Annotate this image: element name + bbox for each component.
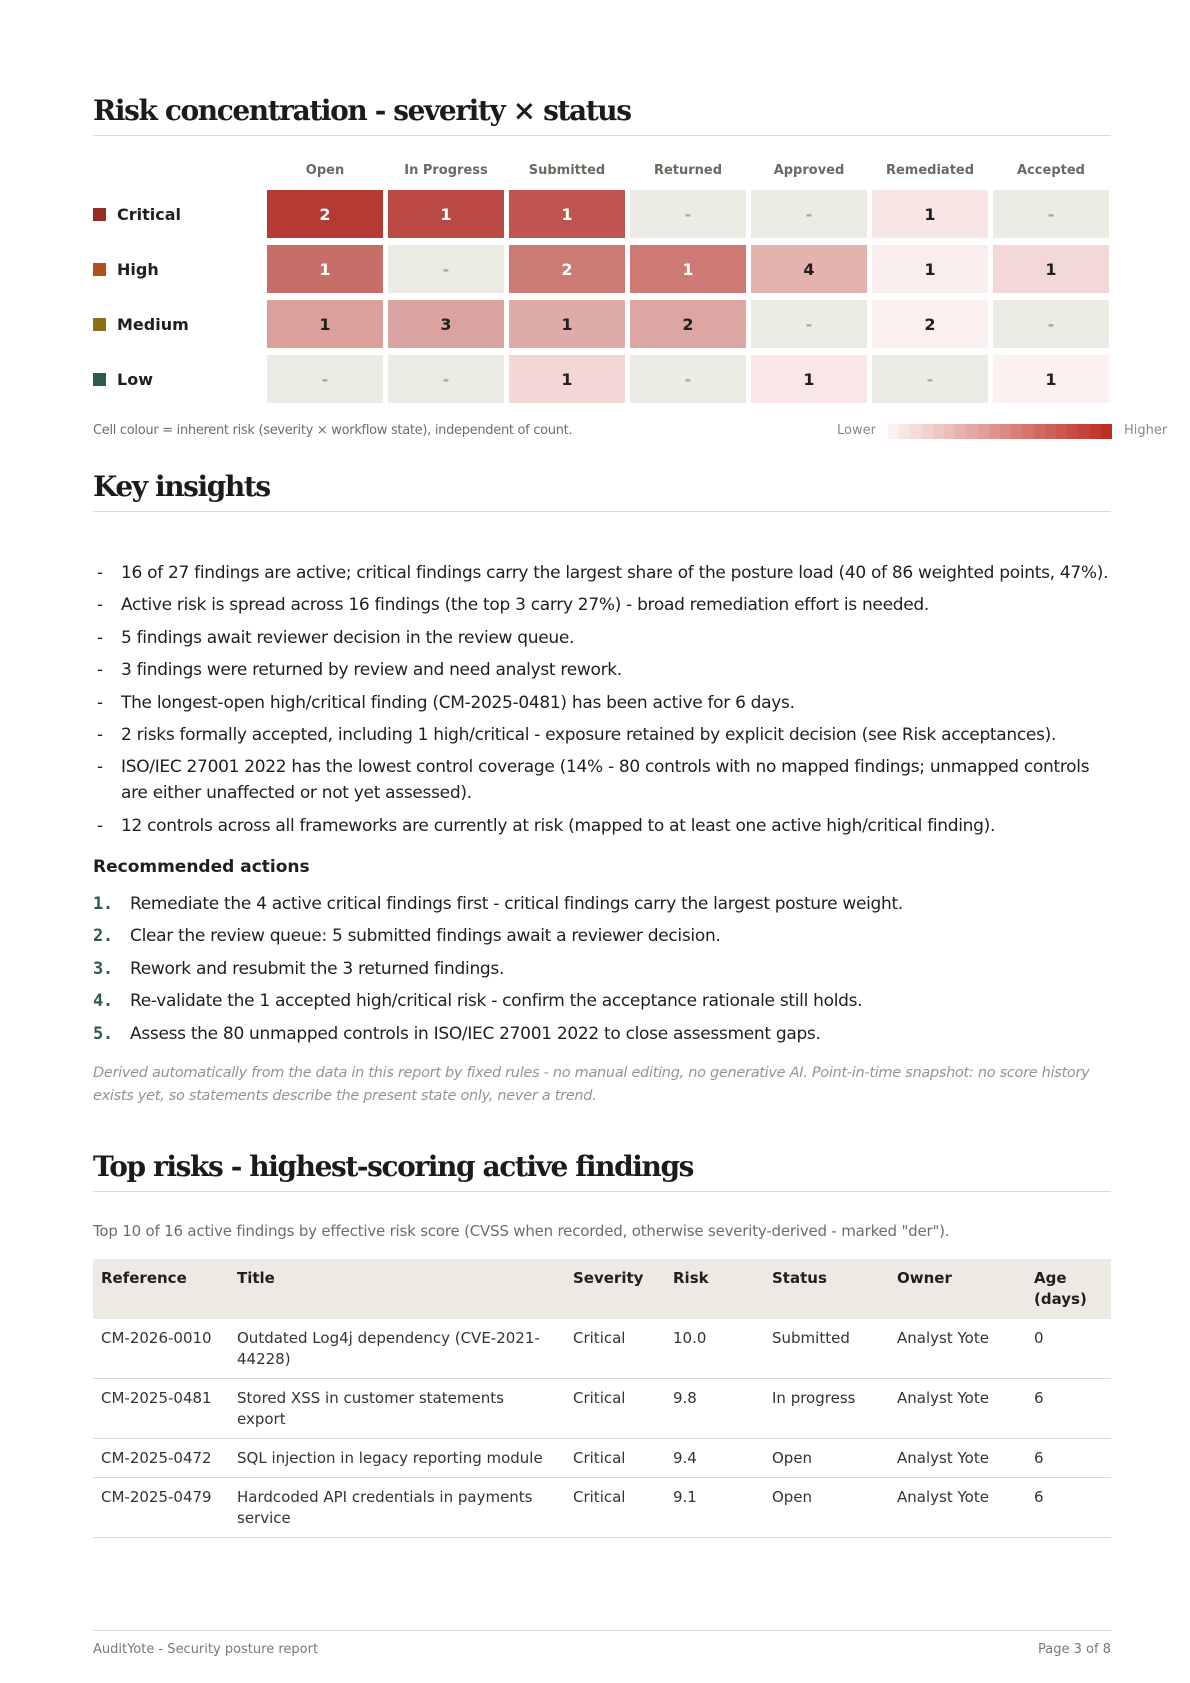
severity-label: High <box>117 259 159 279</box>
legend-swatch <box>910 424 921 439</box>
severity-swatch <box>93 373 106 386</box>
heatmap-column-header: Accepted <box>1017 163 1085 178</box>
cell-status: Open <box>764 1478 889 1538</box>
table-header-row <box>93 1259 1111 1319</box>
top-risks-title: Top risks - highest-scoring active findings <box>93 1150 1111 1192</box>
heatmap-column-header: Submitted <box>528 163 606 178</box>
column-header-severity: Severity <box>565 1259 665 1319</box>
insight-item: - 5 findings await reviewer decision in the review queue. <box>93 625 1111 651</box>
heatmap-cell: 1 <box>630 245 746 293</box>
cell-owner: Analyst Yote <box>889 1379 1026 1439</box>
heatmap-cell: - <box>388 245 504 293</box>
action-text: Rework and resubmit the 3 returned findings. <box>130 958 505 979</box>
cell-status: Submitted <box>764 1319 889 1379</box>
column-header-owner: Owner <box>889 1259 1026 1319</box>
heatmap-cell: 1 <box>751 355 867 403</box>
cell-risk: 9.1 <box>665 1478 764 1538</box>
cell-owner: Analyst Yote <box>889 1319 1026 1379</box>
severity-label: Critical <box>117 204 182 224</box>
action-item <box>93 1021 1111 1047</box>
column-header-age: Age (days) <box>1026 1259 1111 1319</box>
cell-age: 6 <box>1026 1379 1111 1439</box>
action-number: 4. <box>93 991 113 1012</box>
legend-swatch <box>899 424 910 439</box>
top-risks-caption: Top 10 of 16 active findings by effective risk score (CVSS when recorded, otherwise severity-derived - marked "der"). <box>93 1222 950 1240</box>
column-header-title: Title <box>229 1259 565 1319</box>
cell-status: Open <box>764 1439 889 1478</box>
cell-age: 6 <box>1026 1439 1111 1478</box>
legend-swatch <box>888 424 899 439</box>
legend-swatch <box>989 424 1000 439</box>
cell-reference: CM-2026-0010 <box>93 1319 229 1379</box>
heatmap-cell: 1 <box>267 245 383 293</box>
heatmap-row-header <box>93 190 253 238</box>
action-number: 3. <box>93 958 113 979</box>
cell-severity: Critical <box>565 1439 665 1478</box>
action-number: 5. <box>93 1023 113 1044</box>
table-row <box>93 1439 1111 1478</box>
cell-owner: Analyst Yote <box>889 1439 1026 1478</box>
cell-risk: 9.8 <box>665 1379 764 1439</box>
legend-swatch <box>978 424 989 439</box>
severity-label: Medium <box>117 314 189 334</box>
insight-item: - ISO/IEC 27001 2022 has the lowest control coverage (14% - 80 controls with no mapped findings; unmapped controls are either unaffected or not yet assessed). <box>93 754 1111 806</box>
insight-item: - The longest-open high/critical finding (CM-2025-0481) has been active for 6 days. <box>93 690 1111 716</box>
footer-report-name: AuditYote - Security posture report <box>93 1642 319 1657</box>
insights-title: Key insights <box>93 470 1111 512</box>
heatmap-column-header: Approved <box>773 163 845 178</box>
action-item <box>93 923 1111 949</box>
insight-item: - 16 of 27 findings are active; critical findings carry the largest share of the posture load (40 of 86 weighted points, 47%). <box>93 560 1111 586</box>
derived-note: Derived automatically from the data in this report by fixed rules - no manual editing, no generative AI. Point-in-time snapshot: no score history exists yet, so statements describe the present state only, never a trend. <box>93 1065 1090 1104</box>
action-item <box>93 956 1111 982</box>
legend-swatch <box>1101 424 1112 439</box>
legend-swatch <box>933 424 944 439</box>
heatmap-note: Cell colour = inherent risk (severity × workflow state), independent of count. <box>93 423 573 438</box>
table-row <box>93 1478 1111 1538</box>
action-text: Re-validate the 1 accepted high/critical risk - confirm the acceptance rationale still holds. <box>130 991 863 1012</box>
heatmap-cell: - <box>872 355 988 403</box>
cell-title: Hardcoded API credentials in payments service <box>229 1478 565 1538</box>
heatmap-cell: 1 <box>509 190 625 238</box>
heatmap-title: Risk concentration - severity × status <box>93 94 1111 136</box>
cell-reference: CM-2025-0481 <box>93 1379 229 1439</box>
heatmap-row-header <box>93 300 253 348</box>
legend-swatch <box>1011 424 1022 439</box>
heatmap-color-scale <box>888 424 1112 439</box>
cell-age: 0 <box>1026 1319 1111 1379</box>
heatmap-column-header: In Progress <box>404 163 488 178</box>
cell-severity: Critical <box>565 1319 665 1379</box>
legend-swatch <box>1034 424 1045 439</box>
footer-divider <box>93 1630 1111 1631</box>
cell-owner: Analyst Yote <box>889 1478 1026 1538</box>
heatmap-cell: 1 <box>509 300 625 348</box>
heatmap-cell: 1 <box>872 245 988 293</box>
legend-swatch <box>944 424 955 439</box>
legend-swatch <box>966 424 977 439</box>
heatmap-column-header: Returned <box>653 163 723 178</box>
heatmap-cell: 1 <box>993 245 1109 293</box>
legend-swatch <box>955 424 966 439</box>
actions-list <box>93 891 1111 1053</box>
action-number: 2. <box>93 926 113 947</box>
legend-swatch <box>1056 424 1067 439</box>
heatmap-cell: 1 <box>509 355 625 403</box>
heatmap-cell: 1 <box>993 355 1109 403</box>
heatmap-cell: 1 <box>388 190 504 238</box>
cell-status: In progress <box>764 1379 889 1439</box>
action-item <box>93 988 1111 1014</box>
column-header-status: Status <box>764 1259 889 1319</box>
legend-lower-label: Lower <box>837 423 876 438</box>
legend-swatch <box>922 424 933 439</box>
cell-severity: Critical <box>565 1379 665 1439</box>
legend-swatch <box>1067 424 1078 439</box>
severity-label: Low <box>117 369 153 389</box>
recommended-actions-heading: Recommended actions <box>93 857 310 877</box>
action-item <box>93 891 1111 917</box>
insight-item: - 12 controls across all frameworks are currently at risk (mapped to at least one active high/critical finding). <box>93 813 1111 839</box>
legend-swatch <box>1000 424 1011 439</box>
legend-swatch <box>1090 424 1101 439</box>
cell-risk: 10.0 <box>665 1319 764 1379</box>
heatmap-row-header <box>93 245 253 293</box>
insight-item: - 3 findings were returned by review and need analyst rework. <box>93 657 1111 683</box>
action-text: Assess the 80 unmapped controls in ISO/IEC 27001 2022 to close assessment gaps. <box>130 1023 821 1044</box>
action-number: 1. <box>93 894 113 914</box>
heatmap-column-header: Open <box>305 163 345 178</box>
heatmap-cell: - <box>630 355 746 403</box>
heatmap-column-header: Remediated <box>885 163 975 178</box>
legend-swatch <box>1078 424 1089 439</box>
insight-item: - 2 risks formally accepted, including 1 high/critical - exposure retained by explicit decision (see Risk acceptances). <box>93 722 1111 748</box>
heatmap-cell: - <box>751 300 867 348</box>
severity-swatch <box>93 208 106 221</box>
heatmap-cell: 2 <box>509 245 625 293</box>
heatmap-cell: - <box>388 355 504 403</box>
legend-higher-label: Higher <box>1124 423 1168 438</box>
heatmap-cell: 1 <box>872 190 988 238</box>
cell-title: Outdated Log4j dependency (CVE-2021-44228) <box>229 1319 565 1379</box>
heatmap-cell: 4 <box>751 245 867 293</box>
heatmap-cell: - <box>993 300 1109 348</box>
heatmap-cell: 1 <box>267 300 383 348</box>
cell-age: 6 <box>1026 1478 1111 1538</box>
insights-list <box>93 560 1111 845</box>
legend-swatch <box>1022 424 1033 439</box>
top-risks-table <box>93 1259 1111 1538</box>
legend-swatch <box>1045 424 1056 439</box>
column-header-reference: Reference <box>93 1259 229 1319</box>
action-text: Clear the review queue: 5 submitted findings await a reviewer decision. <box>130 926 721 947</box>
heatmap-cell: - <box>993 190 1109 238</box>
cell-severity: Critical <box>565 1478 665 1538</box>
insight-item: - Active risk is spread across 16 findings (the top 3 carry 27%) - broad remediation effort is needed. <box>93 592 1111 618</box>
severity-swatch <box>93 318 106 331</box>
action-text: Remediate the 4 active critical findings first - critical findings carry the largest posture weight. <box>130 894 903 914</box>
heatmap-cell: - <box>751 190 867 238</box>
heatmap-row-header <box>93 355 253 403</box>
table-row <box>93 1379 1111 1439</box>
severity-swatch <box>93 263 106 276</box>
table-row <box>93 1319 1111 1379</box>
page-number: Page 3 of 8 <box>1038 1642 1111 1657</box>
cell-reference: CM-2025-0472 <box>93 1439 229 1478</box>
heatmap-cell: - <box>267 355 383 403</box>
cell-title: SQL injection in legacy reporting module <box>229 1439 565 1478</box>
heatmap-cell: 2 <box>872 300 988 348</box>
column-header-risk: Risk <box>665 1259 764 1319</box>
cell-title: Stored XSS in customer statements export <box>229 1379 565 1439</box>
heatmap-cell: 3 <box>388 300 504 348</box>
heatmap-cell: 2 <box>630 300 746 348</box>
cell-risk: 9.4 <box>665 1439 764 1478</box>
heatmap-cell: - <box>630 190 746 238</box>
heatmap-cell: 2 <box>267 190 383 238</box>
cell-reference: CM-2025-0479 <box>93 1478 229 1538</box>
